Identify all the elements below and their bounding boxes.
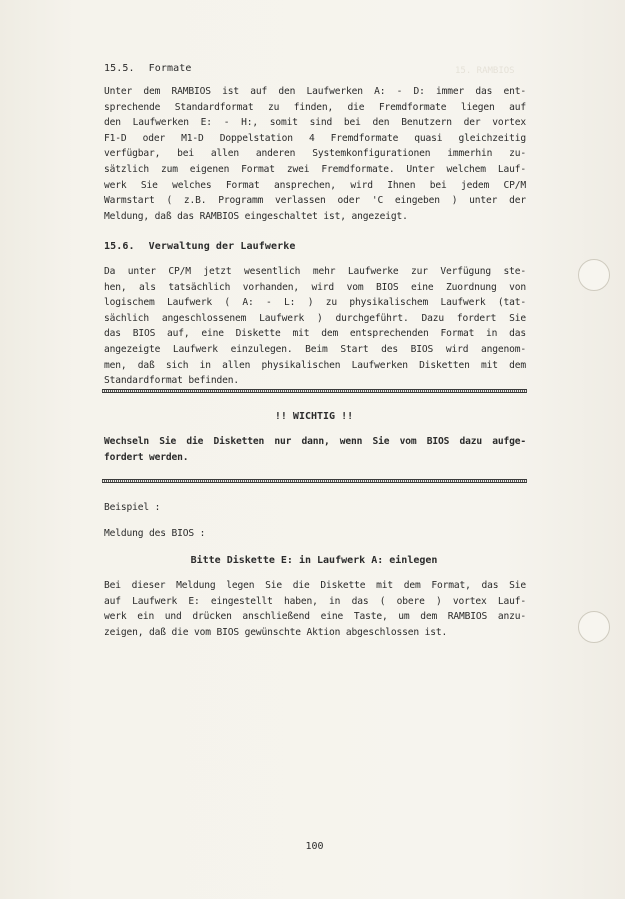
example-label [104, 500, 526, 516]
text-line: angezeigte Laufwerk einzulegen. Beim Start des BIOS wird angenom- [104, 343, 526, 355]
text-line: Wechseln Sie die Disketten nur dann, wenn Sie vom BIOS dazu aufge- [104, 436, 526, 447]
section-15-5-heading [104, 63, 191, 74]
text-line: Meldung des BIOS : [104, 528, 206, 539]
page-number: 100 [305, 841, 324, 852]
text-line: F1-D oder M1-D Doppelstation 4 Fremdformate quasi gleichzeitig [104, 132, 526, 144]
text-line: Bei dieser Meldung legen Sie die Diskette mit dem Format, das Sie [104, 580, 526, 591]
section-15-5-body [104, 84, 526, 224]
warning-top-rule [102, 389, 527, 393]
text-line: Standardformat befinden. [104, 375, 240, 387]
section-title: Verwaltung der Laufwerke [148, 241, 296, 252]
text-line: Unter dem RAMBIOS ist auf den Laufwerken A: - D: immer das ent- [104, 86, 526, 97]
text-line: logischem Laufwerk ( A: - L: ) zu physikalischem Laufwerk (tat- [104, 297, 526, 309]
text-line: Da unter CP/M jetzt wesentlich mehr Laufwerke zur Verfügung ste- [104, 266, 526, 277]
text-line: auf Laufwerk E: eingestellt haben, in das ( obere ) vortex Lauf- [104, 595, 526, 607]
warning-bottom-rule [102, 479, 527, 483]
text-line: sprechende Standardformat zu finden, die Fremdformate liegen auf [104, 101, 526, 113]
text-line: sätzlich zum eigenen Format zwei Fremdformate. Unter welchem Lauf- [104, 163, 526, 175]
text-line: sächlich angeschlossenem Laufwerk ) durchgeführt. Dazu fordert Sie [104, 312, 526, 324]
section-15-6-body [104, 264, 526, 389]
example-message-label [104, 526, 526, 542]
punch-hole-bottom [578, 611, 610, 643]
text-line: zeigen, daß die vom BIOS gewünschte Aktion abgeschlossen ist. [104, 626, 448, 638]
text-line: das BIOS auf, eine Diskette mit dem entsprechenden Format in das [104, 328, 526, 340]
warning-label: !! WICHTIG !! [274, 411, 354, 422]
section-title: Formate [148, 63, 192, 74]
section-number: 15.6. [104, 241, 135, 252]
section-15-6-heading [104, 241, 296, 252]
text-line: verfügbar, bei allen anderen Systemkonfigurationen immerhin zu- [104, 148, 526, 160]
text-line: fordert werden. [104, 451, 189, 463]
text-line: Beispiel : [104, 502, 161, 513]
text-line: den Laufwerken E: - H:, somit sind bei den Benutzern der vortex [104, 117, 526, 129]
text-line: men, daß sich in allen physikalischen Laufwerken Disketten mit dem [104, 359, 526, 371]
text-line: Meldung, daß das RAMBIOS eingeschaltet ist, angezeigt. [104, 210, 408, 222]
warning-body [104, 434, 526, 465]
punch-hole-top [578, 259, 610, 291]
bios-message: Bitte Diskette E: in Laufwerk A: einlegen [190, 555, 438, 566]
section-number: 15.5. [104, 63, 135, 74]
text-line: hen, als tatsächlich vorhanden, wird vom BIOS eine Zuordnung von [104, 281, 526, 293]
bleed-through-text: 15. RAMBIOS [455, 66, 515, 76]
example-body [104, 578, 526, 640]
text-line: werk ein und drücken anschließend eine Taste, um dem RAMBIOS anzu- [104, 611, 526, 623]
text-line: Warmstart ( z.B. Programm verlassen oder 'C eingeben ) unter der [104, 195, 526, 207]
text-line: werk Sie welches Format ansprechen, wird Ihnen bei jedem CP/M [104, 179, 526, 191]
